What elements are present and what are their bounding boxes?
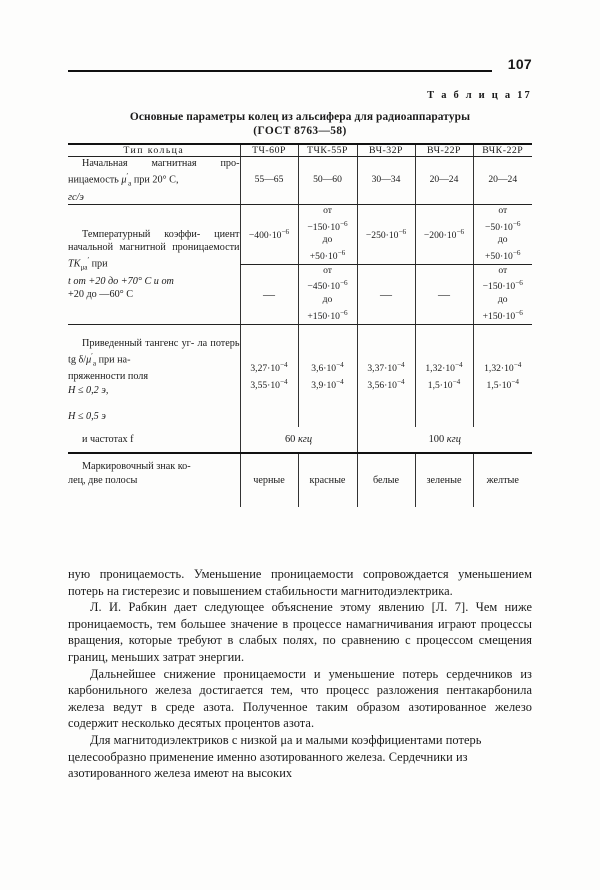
row2b-value-col-1 (298, 265, 357, 324)
row-label-loss-tangent (68, 325, 240, 428)
row3-value-col-0 (240, 325, 298, 428)
row3-c4-e1: −4 (513, 361, 522, 370)
row3-label-b: ла потерь tg δ/ (68, 337, 240, 366)
header-cell-col-0: ТЧ-60Р (240, 145, 298, 156)
paragraph-1: ную проницаемость. Уменьшение проницаемости сопровождается уменьшением потерь на гистерезис и повышением стабильности магнитодиэлектрика. (68, 567, 532, 598)
row2b-c4-from: −150·10 (482, 281, 516, 293)
row2a-c4-from-word: от (498, 205, 508, 217)
row2a-c4-from: −50·10 (485, 221, 513, 233)
row2a-c4-to-word: до (497, 234, 508, 246)
marking-label-a: Маркировочный знак ко- (82, 461, 191, 473)
table-row-frequency (68, 427, 532, 452)
marking-value-col-0: черные (240, 454, 298, 506)
table-row-loss-tangent (68, 325, 532, 428)
row1-symbol-sub: a (128, 179, 132, 188)
row2b-c4-from-exp: −6 (515, 279, 523, 288)
row2a-c4-to-exp: −6 (512, 249, 521, 257)
row2b-c1-from-exp: −6 (339, 279, 348, 288)
header-cell-col-2: ВЧ-32Р (357, 145, 415, 156)
row2a-c0-value: −400·10 (248, 230, 282, 242)
table-title-line1: Основные параметры колец из альсифера для радиоаппаратуры (129, 111, 471, 123)
row2a-c1-from-exp: −6 (339, 219, 348, 228)
row3-c1-e2: −4 (336, 377, 344, 386)
row2b-value-col-3: — (415, 265, 473, 324)
row2a-c2-exp: −6 (398, 228, 407, 237)
row3-c3-v2: 1,5·10 (427, 380, 453, 392)
row-label-initial-permeability (68, 157, 240, 204)
row2a-c3-value: −200·10 (423, 230, 457, 242)
row1-value-col-4: 20—24 (473, 157, 532, 204)
marking-value-col-4: желтые (473, 454, 532, 506)
row2-label-e: t от +20 до +70° С и от (68, 275, 174, 287)
row2a-value-col-1 (298, 205, 357, 264)
parameters-table (68, 145, 532, 507)
header-cell-row-label: Тип кольца (123, 145, 185, 156)
row1-value-col-1: 50—60 (298, 157, 357, 204)
header-rule (68, 70, 492, 72)
row1-label-a: Начальная магнитная про- (82, 158, 240, 169)
row3-symbol-sub: a (92, 359, 97, 368)
row3-label-a: Приведенный тангенс уг- (82, 337, 195, 349)
row3-c2-v1: 3,37·10 (367, 363, 397, 375)
row3-symbol-mu: μ (86, 354, 92, 366)
row-label-frequency (68, 427, 240, 452)
row3-c1-e1: −4 (336, 361, 344, 370)
row1-symbol-prime: ′ (126, 172, 129, 181)
row3-label-h2: H ≤ 0,5 э (68, 410, 106, 422)
row2b-value-col-2: — (357, 265, 415, 324)
table-title (68, 110, 532, 138)
row2a-value-col-3 (415, 205, 473, 264)
row3-c2-e2: −4 (396, 377, 405, 386)
row1-label-c: при 20° С, (131, 174, 179, 186)
row1-label-units: гс/э (68, 191, 84, 203)
row1-value-col-2: 30—34 (357, 157, 415, 204)
row3-c3-e1: −4 (454, 361, 463, 370)
page-header (68, 56, 532, 82)
frequency-100-number: 100 (428, 434, 445, 446)
row2b-c1-from: −450·10 (307, 281, 340, 293)
row2-label-b: циент начальной магнитной (68, 228, 240, 253)
row2a-c3-exp: −6 (456, 228, 465, 237)
row2a-c1-from-word: от (323, 205, 332, 217)
row2-symbol-tk: ТК (68, 258, 81, 270)
frequency-value-60 (240, 427, 357, 452)
header-cell-col-4: ВЧК-22Р (473, 145, 532, 156)
row3-c1-v2: 3,9·10 (311, 380, 337, 392)
row2a-c1-from: −150·10 (307, 221, 340, 233)
row2-symbol-sub: μa (80, 263, 88, 272)
parameters-table-wrapper (68, 143, 532, 507)
row3-label-h1: H ≤ 0,2 э, (68, 384, 109, 396)
row2a-value-col-4 (473, 205, 532, 264)
row2a-value-col-0 (240, 205, 298, 264)
row2-label-a: Температурный коэффи- (82, 228, 201, 240)
row3-c0-e2: −4 (279, 377, 288, 386)
row2b-c4-to-exp: −6 (515, 308, 523, 317)
row2a-c0-exp: −6 (281, 228, 290, 237)
frequency-label: и частотах f (82, 434, 134, 446)
paragraph-2: Л. И. Рабкин дает следующее объяснение этому явлению [Л. 7]. Чем ниже проницаемость, тем большее значение в процессе намагничивания играют процессы вращения, которые требуют в слабых полях, по сравнению с процессом смещения границ, меньших затрат энергии. (68, 600, 532, 664)
frequency-value-100 (357, 427, 532, 452)
table-row-marking (68, 454, 532, 506)
frequency-100-unit: кгц (446, 434, 461, 446)
row3-label-c: при на- (96, 354, 131, 366)
row2a-c4-to: +50·10 (485, 251, 513, 263)
row2b-c4-to: +150·10 (482, 310, 516, 322)
row3-c4-e2: −4 (511, 377, 519, 386)
row2-symbol-prime: ′ (87, 255, 90, 264)
row2b-c1-to: +150·10 (307, 310, 340, 322)
row3-value-col-3 (415, 325, 473, 428)
frequency-60-unit: кгц (297, 434, 313, 446)
row3-c2-v2: 3,56·10 (367, 380, 397, 392)
marking-value-col-3: зеленые (415, 454, 473, 506)
row2-label-f: +20 до —60° С (68, 288, 134, 300)
marking-value-col-1: красные (298, 454, 357, 506)
marking-value-col-2: белые (357, 454, 415, 506)
row3-c4-v2: 1,5·10 (486, 380, 512, 392)
row3-c2-e1: −4 (396, 361, 405, 370)
row1-value-col-3: 20—24 (415, 157, 473, 204)
row2b-c1-to-word: до (322, 294, 333, 306)
row3-c4-v1: 1,32·10 (484, 363, 514, 375)
row3-c0-e1: −4 (279, 361, 288, 370)
row2b-c4-to-word: до (497, 294, 508, 306)
paragraph-3: Дальнейшее снижение проницаемости и уменьшение потерь сердечников из карбонильного железа достигается тем, что процесс разложения пентакарбонила железа ведут в среде азота. Полученное таким образом азотированное железо содержит несколько десятых процентов азота. (68, 666, 532, 731)
table-label: Т а б л и ц а 17 (427, 90, 532, 101)
row2b-value-col-0: — (240, 265, 298, 324)
page-number: 107 (507, 56, 532, 72)
row2a-c1-to: +50·10 (309, 251, 338, 263)
table-row-temperature-coefficient-a (68, 205, 532, 264)
row3-c3-e2: −4 (452, 377, 461, 386)
row-label-temperature-coefficient (68, 205, 240, 324)
body-text (68, 566, 532, 782)
row3-c0-v2: 3,55·10 (250, 380, 280, 392)
row2b-value-col-4 (473, 265, 532, 324)
row2a-c1-to-word: до (322, 234, 333, 246)
row3-c3-v1: 1,32·10 (425, 363, 455, 375)
row2-label-c: проницаемости (172, 241, 240, 253)
header-cell-col-3: ВЧ-22Р (415, 145, 473, 156)
row2b-c4-from-word: от (498, 264, 508, 276)
row3-label-d: пряженности поля (68, 371, 149, 383)
frequency-60-number: 60 (284, 434, 296, 446)
row2a-c2-value: −250·10 (365, 230, 399, 242)
table-row-initial-permeability (68, 157, 532, 204)
row2b-c1-from-word: от (323, 264, 332, 276)
row1-label-b: ницаемость (68, 174, 122, 186)
marking-label-b: лец, две полосы (68, 474, 138, 486)
row2-label-d: при (89, 258, 108, 270)
row3-value-col-2 (357, 325, 415, 428)
row3-c1-v1: 3,6·10 (311, 363, 337, 375)
row2a-c4-from-exp: −6 (512, 219, 521, 228)
row1-value-col-0: 55—65 (240, 157, 298, 204)
row2b-c1-to-exp: −6 (339, 308, 348, 317)
row3-value-col-4 (473, 325, 532, 428)
row2a-c1-to-exp: −6 (337, 249, 346, 257)
row3-symbol-prime: ′ (91, 351, 93, 360)
row3-value-col-1 (298, 325, 357, 428)
row2a-value-col-2 (357, 205, 415, 264)
paragraph-4: Для магнитодиэлектриков с низкой μa и малыми коэффициентами потерь целесообразно применение именно азотированного железа. Сердечники из азотированного железа имеют на высоких (68, 732, 482, 781)
row1-symbol-mu: μ (121, 174, 127, 186)
row-label-marking (68, 454, 240, 506)
table-header-row (68, 145, 532, 156)
row3-c0-v1: 3,27·10 (250, 363, 280, 375)
header-cell-col-1: ТЧК-55Р (298, 145, 357, 156)
table-title-gost: (ГОСТ 8763—58) (253, 125, 347, 137)
